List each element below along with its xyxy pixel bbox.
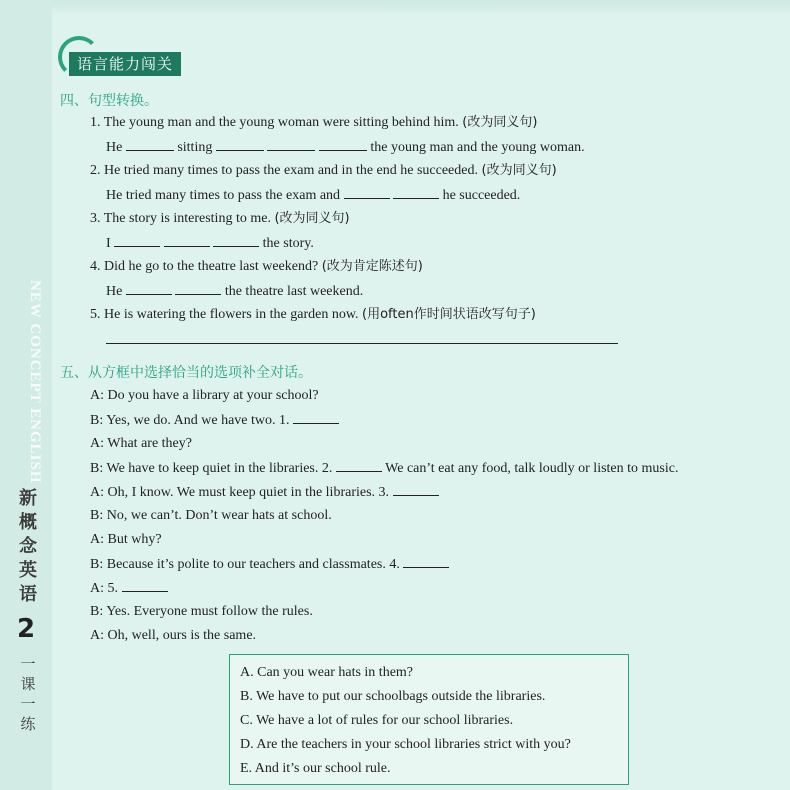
- blank[interactable]: [175, 282, 221, 295]
- q4-question: 4. Did he go to the theatre last weekend? (改为肯定陈述句): [90, 259, 423, 274]
- q5-question: 5. He is watering the flowers in the garden now. (用often作时间状语改写句子): [90, 307, 536, 322]
- banner-label: 语言能力闯关: [69, 52, 181, 76]
- blank-4[interactable]: [403, 555, 449, 568]
- blank[interactable]: [126, 138, 174, 151]
- q1-answer: He sitting the young man and the young woman.: [106, 140, 585, 155]
- blank-1[interactable]: [293, 411, 339, 424]
- dialog-line: B: Yes, we do. And we have two. 1.: [90, 411, 339, 430]
- dialog-line: A: Oh, well, ours is the same.: [90, 628, 257, 643]
- q4-answer: He the theatre last weekend.: [106, 284, 364, 299]
- dialog-line: B: No, we can’t. Don’t wear hats at school.: [90, 508, 332, 523]
- option-e: E. And it’s our school rule.: [240, 761, 391, 776]
- blank[interactable]: [114, 234, 160, 247]
- dialog-line: B: Yes. Everyone must follow the rules.: [90, 604, 313, 619]
- side-subtitle: 一课一练: [20, 655, 36, 733]
- blank[interactable]: [344, 186, 390, 199]
- q3-question: 3. The story is interesting to me. (改为同义句): [90, 211, 350, 226]
- blank[interactable]: [319, 138, 367, 151]
- blank[interactable]: [267, 138, 315, 151]
- blank[interactable]: [126, 282, 172, 295]
- q5-answer-line[interactable]: [106, 343, 618, 344]
- dialog-line: A: 5.: [90, 579, 168, 598]
- options-box: [229, 654, 629, 785]
- blank-2[interactable]: [336, 459, 382, 472]
- option-b: B. We have to put our schoolbags outside the libraries.: [240, 689, 546, 704]
- blank[interactable]: [213, 234, 259, 247]
- dialog-line: B: We have to keep quiet in the libraries. 2. We can’t eat any food, talk loudly or listen to music.: [90, 461, 679, 476]
- dialog-line: A: What are they?: [90, 436, 192, 451]
- q2-question: 2. He tried many times to pass the exam and in the end he succeeded. (改为同义句): [90, 163, 557, 178]
- dialog-line: A: But why?: [90, 532, 162, 547]
- blank-3[interactable]: [393, 483, 439, 496]
- side-chinese-title: 新概念英语: [19, 488, 37, 605]
- option-d: D. Are the teachers in your school libraries strict with you?: [240, 737, 571, 752]
- dialog-line: A: Do you have a library at your school?: [90, 388, 319, 403]
- side-book-number: 2: [16, 614, 36, 644]
- dialog-line: B: Because it’s polite to our teachers and classmates. 4.: [90, 555, 449, 574]
- q3-answer: I the story.: [106, 236, 314, 251]
- blank[interactable]: [393, 186, 439, 199]
- section4-title: 四、句型转换。: [60, 93, 158, 109]
- blank[interactable]: [216, 138, 264, 151]
- option-a: A. Can you wear hats in them?: [240, 665, 414, 680]
- dialog-line: A: Oh, I know. We must keep quiet in the libraries. 3.: [90, 483, 439, 502]
- side-english-title: NEW CONCEPT ENGLISH: [27, 280, 43, 484]
- top-band: [0, 0, 790, 16]
- option-c: C. We have a lot of rules for our school libraries.: [240, 713, 514, 728]
- q2-answer: He tried many times to pass the exam and he succeeded.: [106, 188, 521, 203]
- blank[interactable]: [164, 234, 210, 247]
- q1-question: 1. The young man and the young woman were sitting behind him. (改为同义句): [90, 115, 538, 130]
- blank-5[interactable]: [122, 579, 168, 592]
- section5-title: 五、从方框中选择恰当的选项补全对话。: [60, 365, 312, 381]
- section-banner: [58, 36, 198, 80]
